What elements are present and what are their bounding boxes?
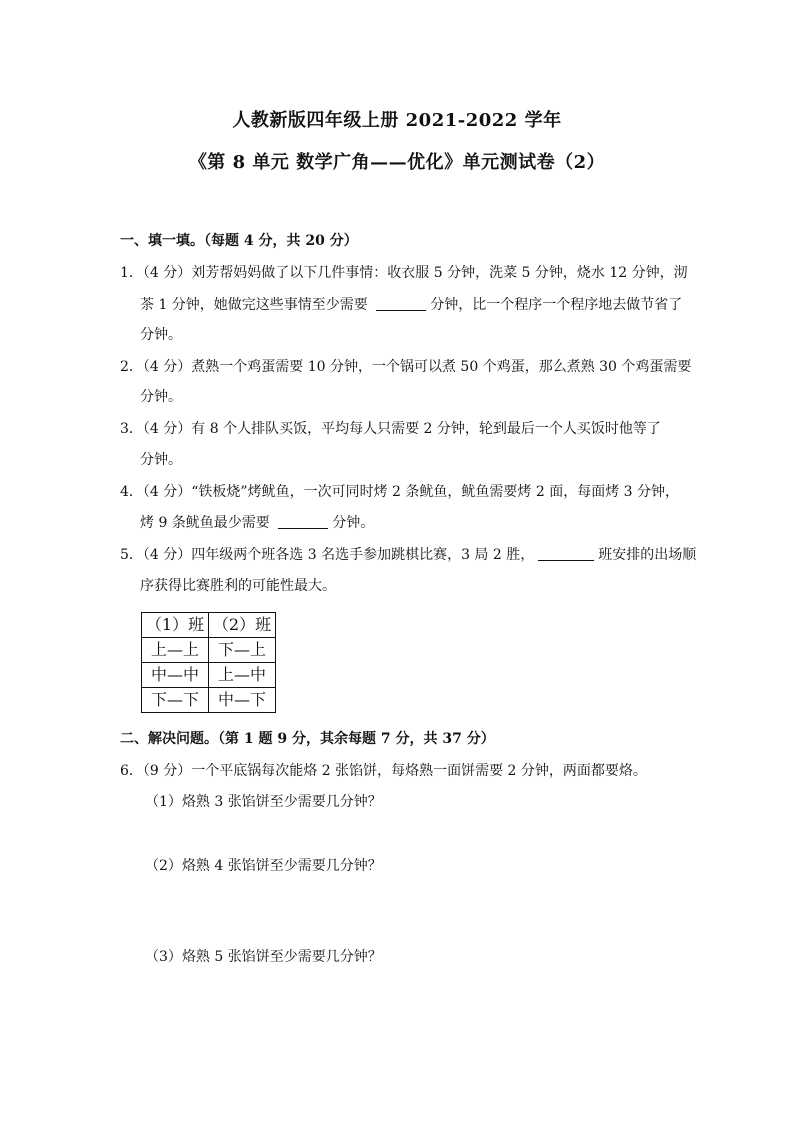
table-cell: 下—上	[209, 638, 276, 663]
question-3-line-1: 3．（4 分）有 8 个人排队买饭，平均每人只需要 2 分钟，轮到最后一个人买饭时他等了	[120, 421, 661, 437]
question-1-line-1: 1．（4 分）刘芳帮妈妈做了以下几件事情：收衣服 5 分钟，洗菜 5 分钟，烧水 12 分钟，沏	[120, 265, 688, 281]
table-cell: 下—下	[142, 688, 209, 713]
table-cell: 上—中	[209, 663, 276, 688]
question-1-text-a: 茶 1 分钟，她做完这些事情至少需要	[140, 297, 373, 313]
table-row	[142, 613, 276, 638]
lineup-table	[141, 612, 276, 713]
section-heading-fill-in: 一、填一填。（每题 4 分，共 20 分）	[120, 233, 358, 249]
question-6-sub-3: （3）烙熟 5 张馅饼至少需要几分钟？	[145, 949, 382, 965]
question-6-sub-1: （1）烙熟 3 张馅饼至少需要几分钟？	[145, 794, 382, 810]
question-3-line-2: 分钟。	[140, 452, 182, 468]
question-2-line-2: 分钟。	[140, 389, 182, 405]
question-1-line-2	[140, 294, 682, 314]
question-4-text-a: 烤 9 条鱿鱼最少需要	[140, 515, 275, 531]
table-row	[142, 688, 276, 713]
table-header-class-2: （2）班	[209, 613, 276, 638]
exam-title: 人教新版四年级上册 2021-2022 学年	[232, 110, 562, 131]
question-5-text-b: 班安排的出场顺	[598, 547, 697, 563]
question-1-line-3: 分钟。	[140, 327, 182, 343]
table-row	[142, 638, 276, 663]
question-6-line-1: 6．（9 分）一个平底锅每次能烙 2 张馅饼，每烙熟一面饼需要 2 分钟，两面都要烙。	[120, 763, 647, 779]
answer-blank-q1a[interactable]	[376, 296, 426, 311]
question-2-line-1: 2．（4 分）煮熟一个鸡蛋需要 10 分钟，一个锅可以煮 50 个鸡蛋，那么煮熟 30 个鸡蛋需要	[120, 359, 692, 375]
exam-subtitle: 《第 8 单元 数学广角——优化》单元测试卷（2）	[188, 152, 606, 173]
question-4-line-2	[140, 512, 374, 532]
answer-blank-q5[interactable]	[538, 546, 594, 561]
answer-blank-q4[interactable]	[278, 514, 328, 529]
question-4-text-b: 分钟。	[332, 515, 375, 531]
question-5-line-2: 序获得比赛胜利的可能性最大。	[140, 578, 336, 594]
question-1-text-b: 分钟，比一个程序一个程序地去做节省了	[430, 297, 683, 313]
question-5-line-1	[120, 544, 696, 564]
table-cell: 中—中	[142, 663, 209, 688]
table-header-class-1: （1）班	[142, 613, 209, 638]
table-cell: 上—上	[142, 638, 209, 663]
question-5-text-a: 5．（4 分）四年级两个班各选 3 名选手参加跳棋比赛，3 局 2 胜，	[120, 547, 535, 563]
question-6-sub-2: （2）烙熟 4 张馅饼至少需要几分钟？	[145, 858, 382, 874]
section-heading-problem-solving: 二、解决问题。（第 1 题 9 分，其余每题 7 分，共 37 分）	[120, 731, 495, 747]
question-4-line-1: 4．（4 分）“铁板烧”烤鱿鱼，一次可同时烤 2 条鱿鱼，鱿鱼需要烤 2 面，每面烤 3 分钟，	[120, 484, 679, 500]
table-cell: 中—下	[209, 688, 276, 713]
table-row	[142, 663, 276, 688]
